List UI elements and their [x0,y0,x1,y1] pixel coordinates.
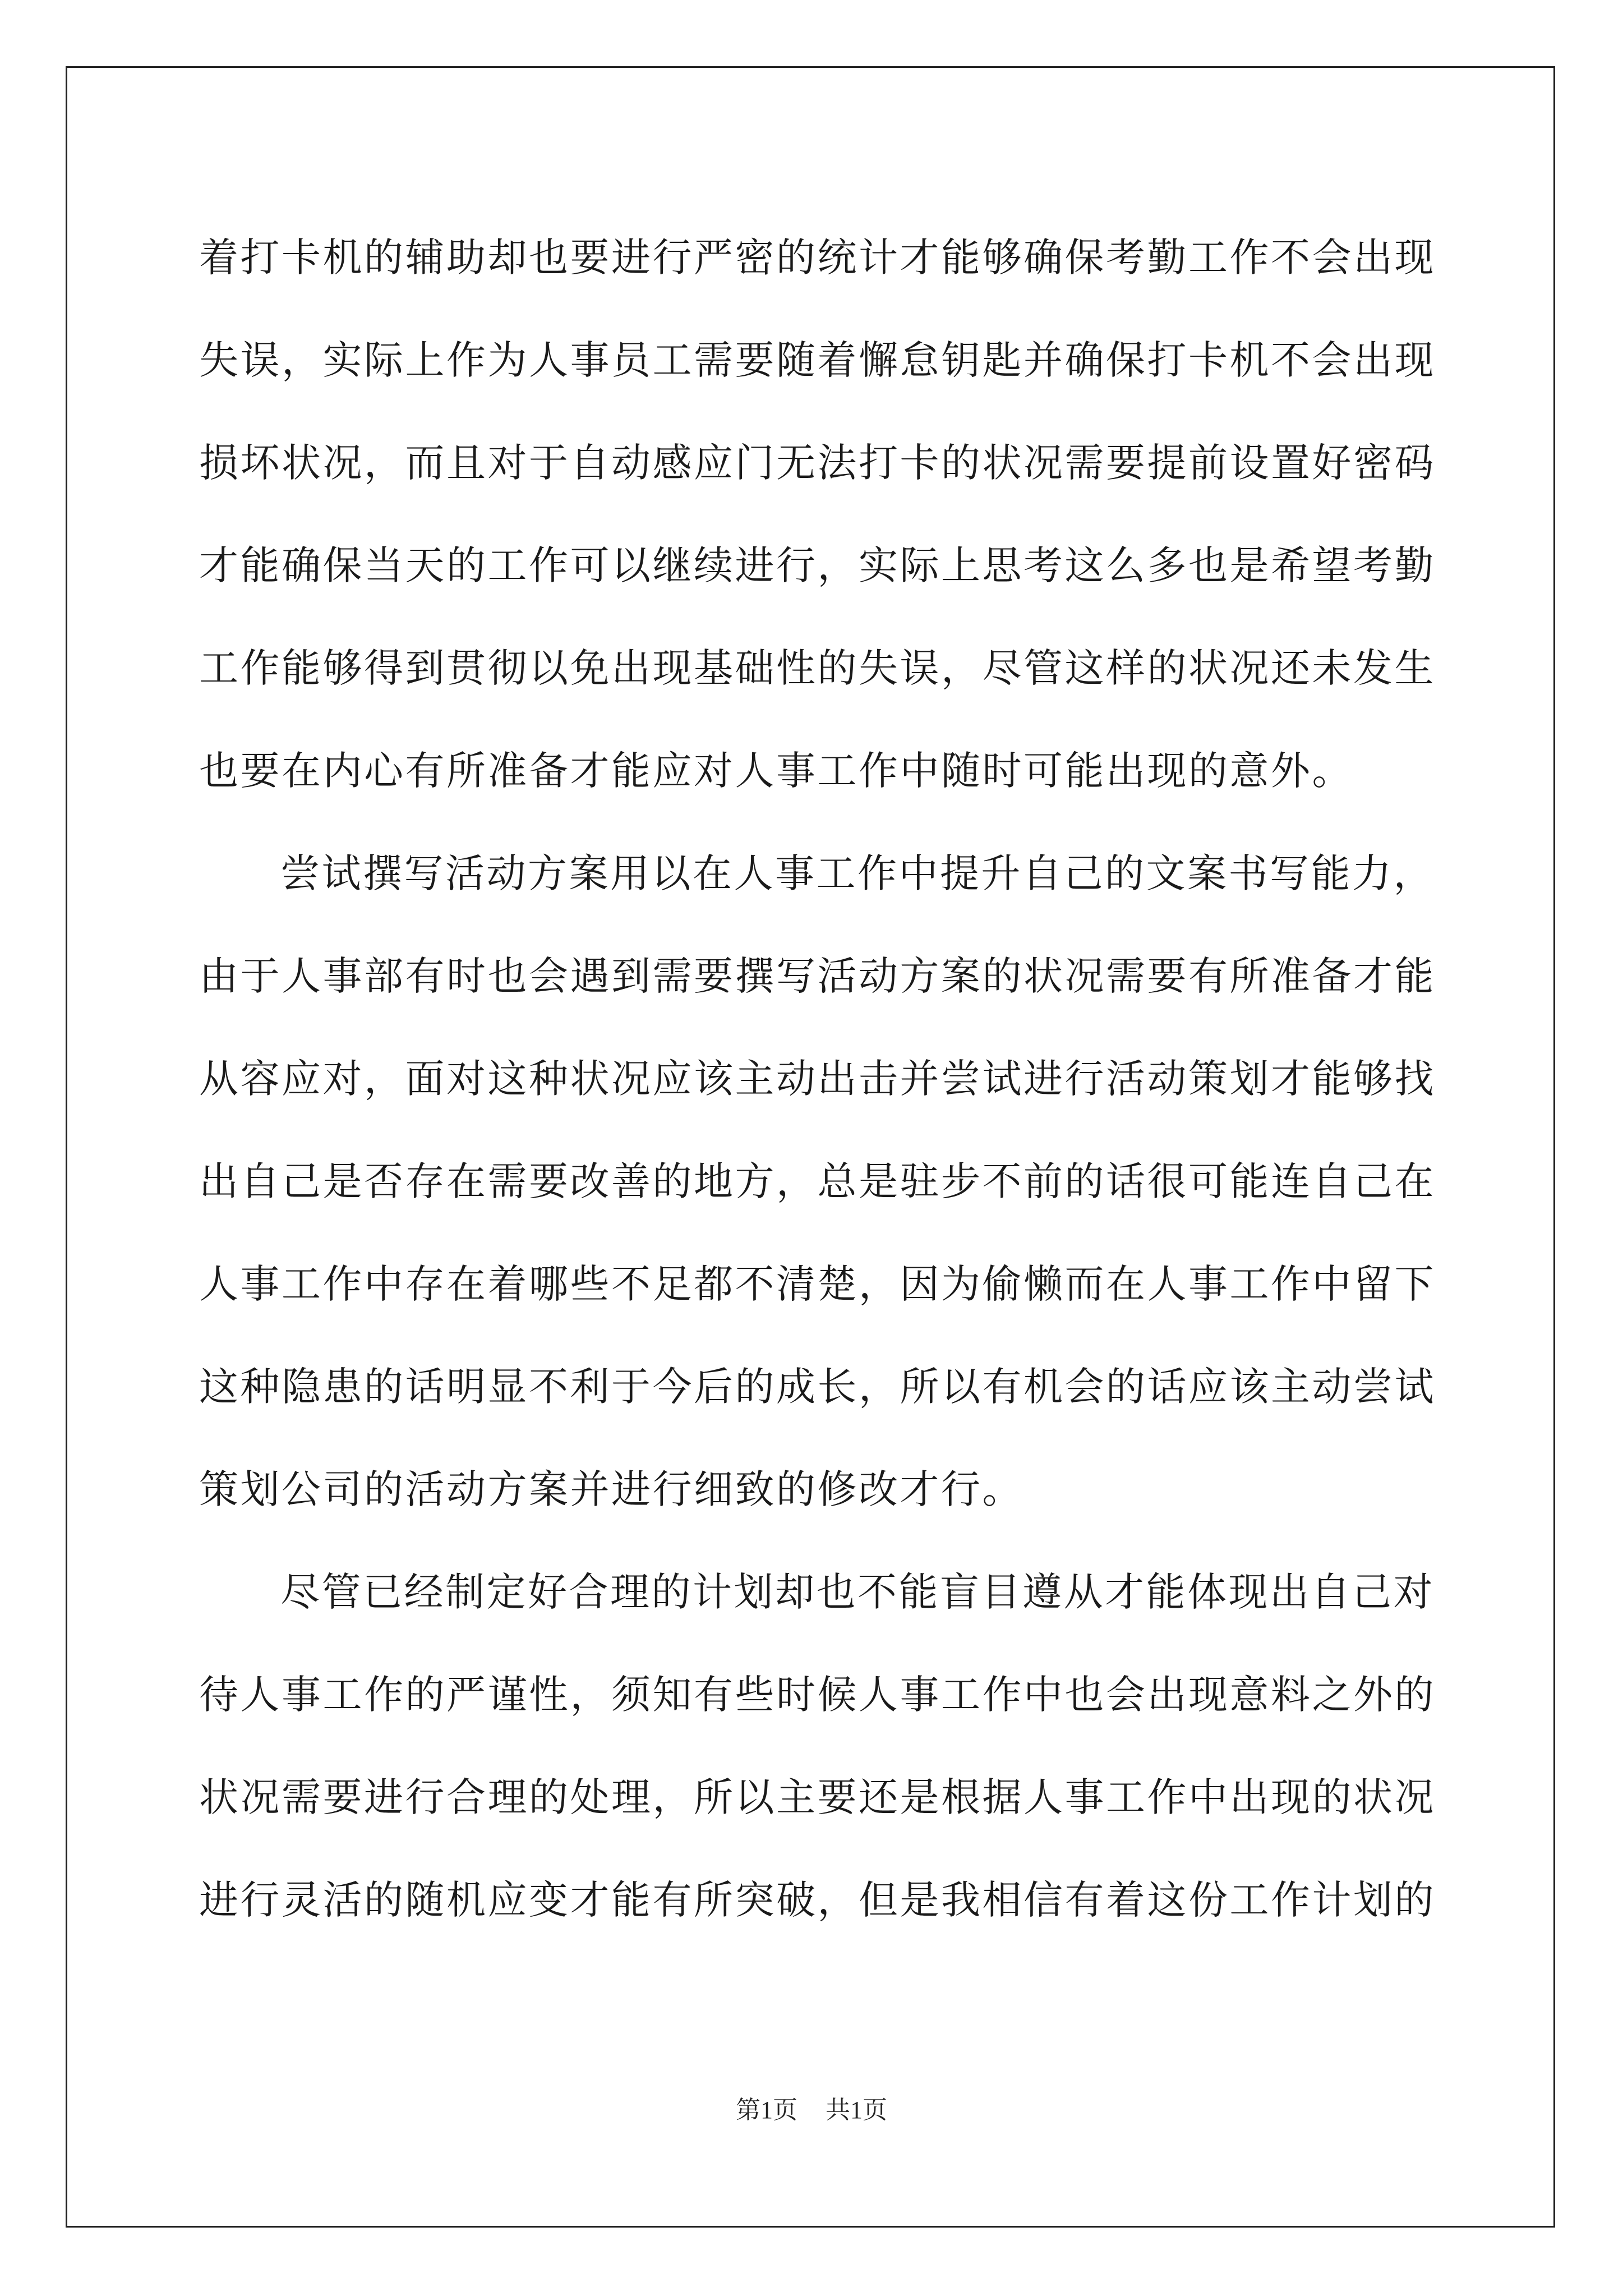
text-line: 由于人事部有时也会遇到需要撰写活动方案的状况需要有所准备才能 [199,953,1436,999]
page-footer [0,2093,1623,2127]
text-line: 失误，实际上作为人事员工需要随着懈怠钥匙并确保打卡机不会出现 [199,337,1436,383]
text-line: 状况需要进行合理的处理，所以主要还是根据人事工作中出现的状况 [199,1774,1436,1820]
text-line: 进行灵活的随机应变才能有所突破，但是我相信有着这份工作计划的 [199,1877,1436,1923]
text-line: 人事工作中存在着哪些不足都不清楚，因为偷懒而在人事工作中留下 [199,1261,1436,1307]
document-body [199,206,1436,1952]
page-number-total: 共1页 [826,2096,887,2124]
text-line: 才能确保当天的工作可以继续进行，实际上思考这么多也是希望考勤 [199,542,1436,588]
paragraph-first-line: 尽管已经制定好合理的计划却也不能盲目遵从才能体现出自己对 [280,1569,1435,1615]
page-number-current: 第1页 [736,2096,797,2124]
text-line: 这种隐患的话明显不利于今后的成长，所以有机会的话应该主动尝试 [199,1364,1436,1410]
text-line: 待人事工作的严谨性，须知有些时候人事工作中也会出现意料之外的 [199,1672,1436,1718]
text-line: 损坏状况，而且对于自动感应门无法打卡的状况需要提前设置好密码 [199,440,1436,486]
text-line: 从容应对，面对这种状况应该主动出击并尝试进行活动策划才能够找 [199,1056,1436,1102]
text-line: 也要在内心有所准备才能应对人事工作中随时可能出现的意外。 [199,748,1353,794]
text-line: 着打卡机的辅助却也要进行严密的统计才能够确保考勤工作不会出现 [199,234,1436,280]
text-line: 出自己是否存在需要改善的地方，总是驻步不前的话很可能连自己在 [199,1158,1436,1204]
text-line: 策划公司的活动方案并进行细致的修改才行。 [199,1466,1023,1512]
paragraph-first-line: 尝试撰写活动方案用以在人事工作中提升自己的文案书写能力， [280,850,1435,896]
text-line: 工作能够得到贯彻以免出现基础性的失误，尽管这样的状况还未发生 [199,645,1436,691]
